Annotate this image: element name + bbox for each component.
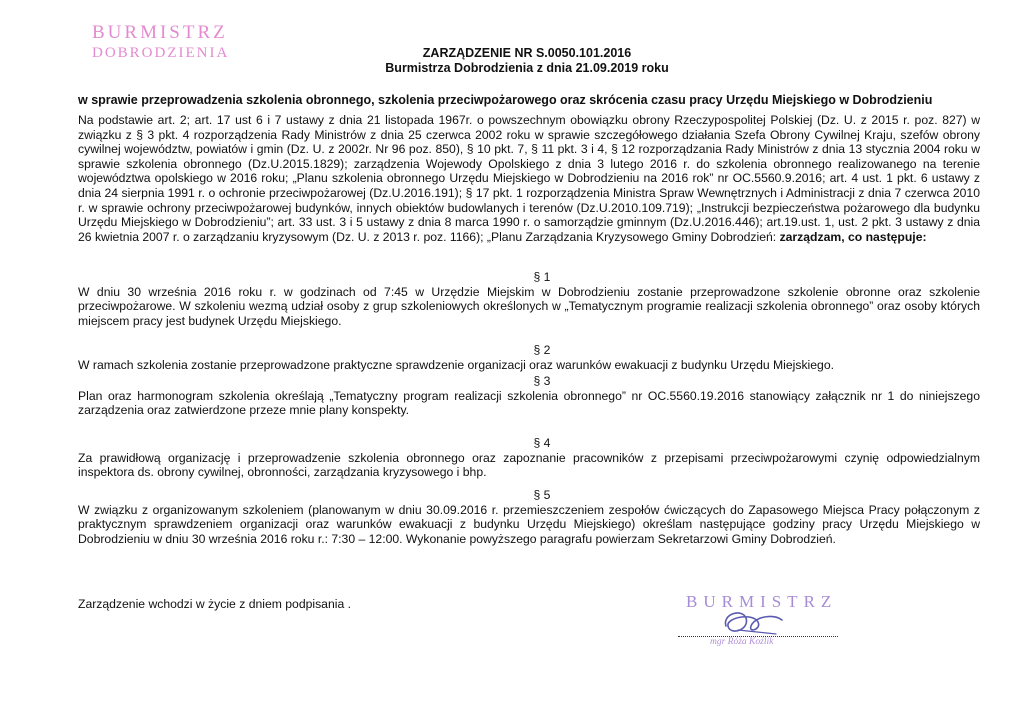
section-number: § 1: [533, 270, 551, 284]
section-text: W ramach szkolenia zostanie przeprowadzone praktyczne sprawdzenie organizacji oraz warunków ewakuacji z budynku Urzędu Miejskiego.: [78, 357, 834, 372]
stamp-line-2: DOBRODZIENIA: [92, 45, 230, 61]
section-number: § 3: [533, 374, 551, 388]
document-header: [0, 46, 1024, 76]
section-text: Za prawidłową organizację i przeprowadzenie szkolenia obronnego oraz zapoznanie pracowników z przepisami przeciwpożarowymi czynię odpowiedzialnym inspektora ds. obrony cywilnej, obronności, zarządzania kryzysowego i bhp.: [78, 450, 980, 480]
legal-basis-text: Na podstawie art. 2; art. 17 ust 6 i 7 ustawy z dnia 21 listopada 1967r. o powszechnym obowiązku obrony Rzeczypospolitej Polskiej (Dz. U. z 2015 r. poz. 827) w związku z § 3 pkt. 4 rozporządzenia Rady Ministrów z dnia 25 czerwca 2002 roku w sprawie szczegółowego działania Szefa Obrony Cywilnej Kraju, szefów obrony cywilnej województw, powiatów i gmin (Dz. U. z 2002r. Nr 96 poz. 850), § 10 pkt. 7, § 11 pkt. 3 i 4, § 12 rozporządzania Rady Ministrów z dnia 13 stycznia 2004 roku w sprawie szkolenia obronnego (Dz.U.2015.1829); zarządzenia Wojewody Opolskiego z dnia 3 lutego 2016 r. do szkolenia obronnego realizowanego na terenie województwa opolskiego w 2016 roku; „Planu szkolenia obronnego Urzędu Miejskiego w Dobrodzieniu na 2016 rok” nr OC.5560.9.2016; art. 4 ust. 1 pkt. 6 ustawy z dnia 24 sierpnia 1991 r. o ochronie przeciwpożarowej (Dz.U.2016.191); § 17 pkt. 1 rozporządzenia Ministra Spraw Wewnętrznych i Administracji z dnia 7 czerwca 2010 r. w sprawie ochrony przeciwpożarowej budynków, innych obiektów budowlanych i terenów (Dz.U.2010.109.719); „Instrukcji bezpieczeństwa pożarowego dla budynku Urzędu Miejskiego w Dobrodzieniu”; art. 33 ust. 3 i 5 ustawy z dnia 8 marca 1990 r. o samorządzie gminnym (Dz.U.2016.446); art.19.ust. 1, ust. 2 pkt. 3 ustawy z dnia 26 kwietnia 2007 r. o zarządzaniu kryzysowym (Dz. U. z 2013 r. poz. 1166); „Planu Zarządzania Kryzysowego Gminy Dobrodzień:: [78, 113, 980, 244]
stamp-line-1: BURMISTRZ: [92, 22, 228, 43]
section-4: [78, 436, 980, 480]
section-5: [78, 488, 980, 546]
closing-statement: Zarządzenie wchodzi w życie z dniem podpisania .: [78, 597, 351, 611]
section-number: § 5: [533, 488, 551, 502]
section-2: [78, 343, 980, 372]
signature-stamp: BURMISTRZ: [686, 592, 838, 611]
section-1: [78, 270, 980, 328]
signature-dotted-line: [678, 626, 838, 637]
legal-basis-paragraph: [78, 113, 980, 244]
signatory-name: mgr Róża Koźlik: [710, 637, 774, 647]
section-text: W dniu 30 września 2016 roku r. w godzinach od 7:45 w Urzędzie Miejskim w Dobrodzieniu zostanie przeprowadzone szkolenie obronne oraz szkolenie przeciwpożarowe. W szkoleniu wezmą udział osoby z grup szkoleniowych określonych w „Tematycznym programie realizacji szkolenia obronnego” oraz osoby których miejscem pracy jest budynek Urzędu Miejskiego.: [78, 284, 980, 328]
document-subtitle: Burmistrza Dobrodzienia z dnia 21.09.2019 roku: [385, 61, 669, 75]
section-number: § 2: [533, 343, 551, 357]
section-text: Plan oraz harmonogram szkolenia określają „Tematyczny program realizacji szkolenia obronnego” nr OC.5560.19.2016 stanowiący załącznik nr 1 do niniejszego zarządzenia oraz zatwierdzone przeze mnie plany konspekty.: [78, 388, 980, 418]
section-3: [78, 374, 980, 418]
document-title: ZARZĄDZENIE NR S.0050.101.2016: [422, 46, 632, 60]
document-subject: w sprawie przeprowadzenia szkolenia obronnego, szkolenia przeciwpożarowego oraz skrócenia czasu pracy Urzędu Miejskiego w Dobrodzieniu: [78, 93, 933, 107]
legal-basis-decree-phrase: zarządzam, co następuje:: [779, 229, 927, 244]
section-text: W związku z organizowanym szkoleniem (planowanym w dniu 30.09.2016 r. przemieszczeniem zespołów ćwiczących do Zapasowego Miejsca Pracy połączonym z praktycznym sprawdzeniem organizacji oraz warunków ewakuacji z budynku Urzędu Miejskiego) określam następujące godziny pracy Urzędu Miejskiego w Dobrodzieniu w dniu 30 września 2016 roku r.: 7:30 – 12:00. Wykonanie powyższego paragrafu powierzam Sekretarzowi Gminy Dobrodzień.: [78, 502, 980, 546]
section-number: § 4: [533, 436, 551, 450]
